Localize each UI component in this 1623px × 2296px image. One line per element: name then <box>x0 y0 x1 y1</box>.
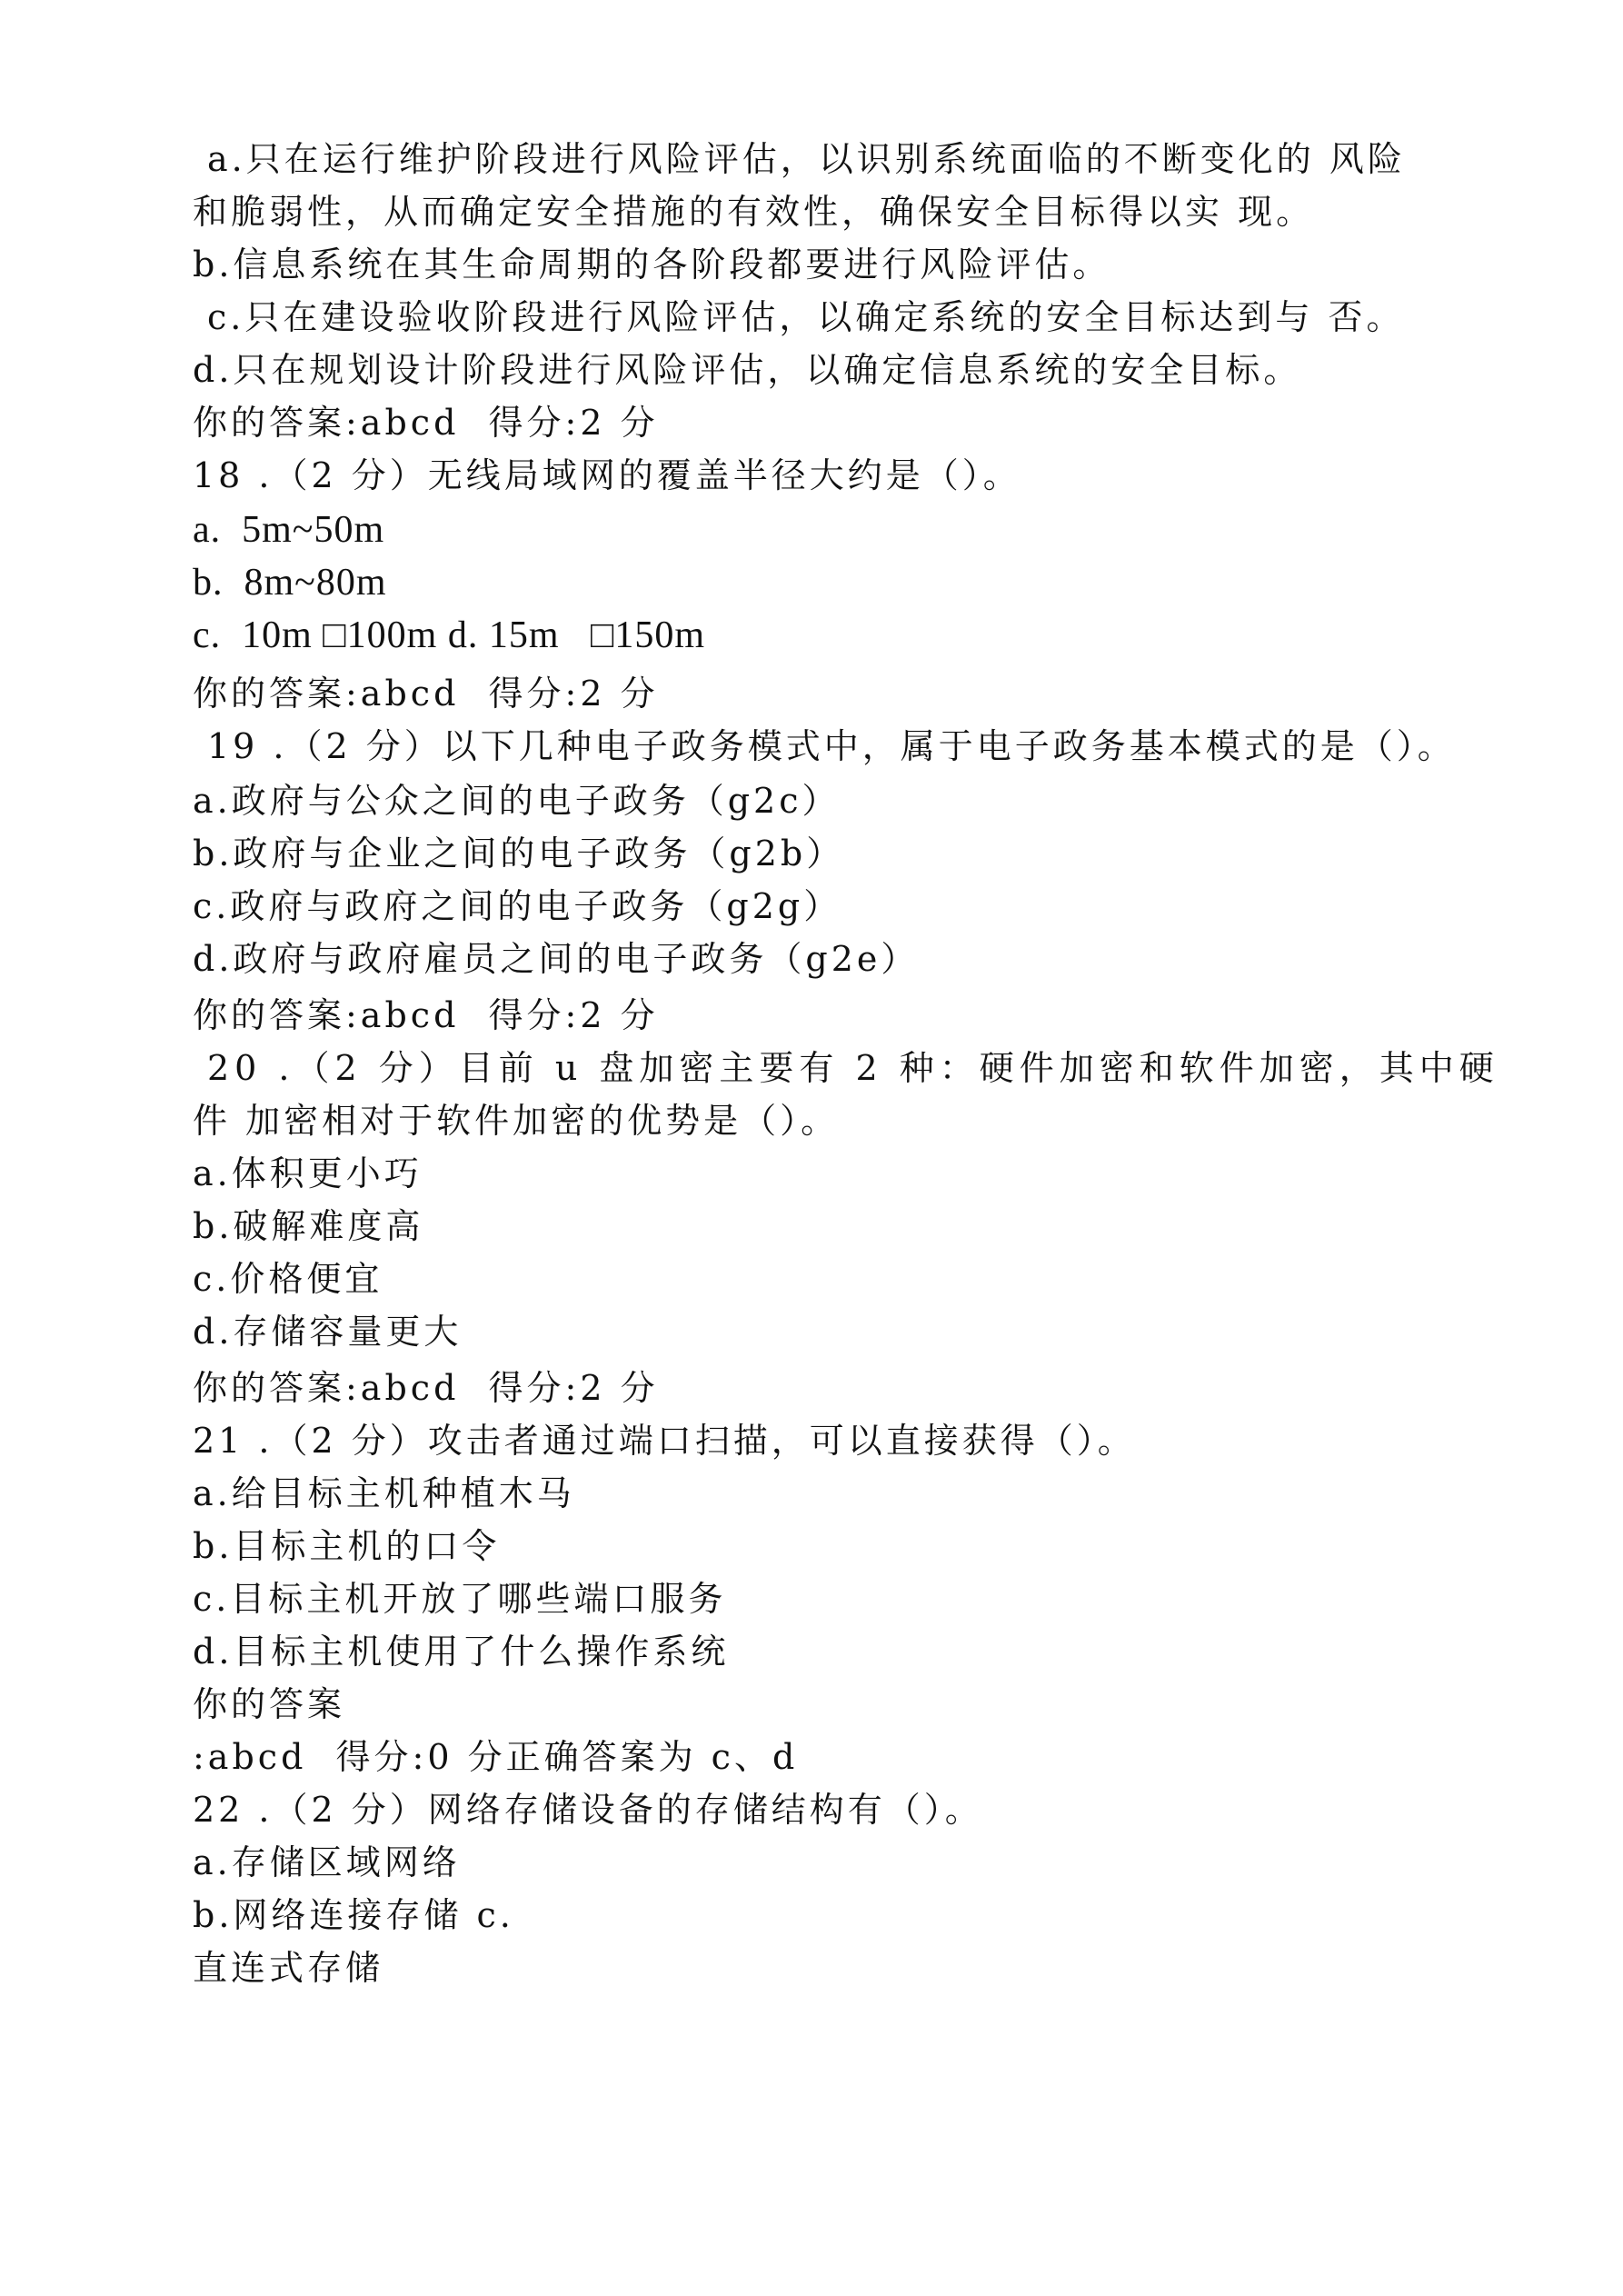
q21-answer-label: 你的答案 <box>193 1684 346 1724</box>
q19-option-b: b.政府与企业之间的电子政务（g2b） <box>193 834 845 873</box>
q21-option-b: b.目标主机的口令 <box>193 1526 501 1566</box>
q21-option-d: d.目标主机使用了什么操作系统 <box>193 1632 730 1672</box>
q17-answer-score: 你的答案:abcd 得分:2 分 <box>193 403 659 443</box>
q18-option-c-d: c. 10m □100m d. 15m □150m <box>193 614 706 656</box>
q20-answer-score: 你的答案:abcd 得分:2 分 <box>193 1368 659 1408</box>
q21-answer-score: :abcd 得分:0 分正确答案为 c、d <box>193 1737 799 1777</box>
q21-option-a: a.给目标主机种植木马 <box>193 1473 575 1513</box>
q21-question: 21 .（2 分）攻击者通过端口扫描，可以直接获得（）。 <box>193 1421 1136 1461</box>
q17-option-c: c.只在建设验收阶段进行风险评估，以确定系统的安全目标达到与 否。 <box>207 297 1405 337</box>
q19-option-c: c.政府与政府之间的电子政务（g2g） <box>193 886 842 926</box>
q19-option-a: a.政府与公众之间的电子政务（g2c） <box>193 781 841 821</box>
q20-option-a: a.体积更小巧 <box>193 1153 423 1193</box>
q22-question: 22 .（2 分）网络存储设备的存储结构有（）。 <box>193 1790 983 1830</box>
q22-option-b-c: b.网络连接存储 c. <box>193 1895 514 1935</box>
q17-option-a-line1: a.只在运行维护阶段进行风险评估，以识别系统面临的不断变化的 风险 <box>207 139 1406 179</box>
q17-option-b: b.信息系统在其生命周期的各阶段都要进行风险评估。 <box>193 245 1111 285</box>
q18-question: 18 .（2 分）无线局域网的覆盖半径大约是（）。 <box>193 455 1021 495</box>
q18-answer-score: 你的答案:abcd 得分:2 分 <box>193 674 659 714</box>
q20-option-c: c.价格便宜 <box>193 1259 383 1299</box>
q17-option-a-line2: 和脆弱性，从而确定安全措施的有效性，确保安全目标得以实 现。 <box>193 192 1315 232</box>
q18-option-b: b. 8m~80m <box>193 562 387 604</box>
q19-answer-score: 你的答案:abcd 得分:2 分 <box>193 995 659 1035</box>
q20-option-b: b.破解难度高 <box>193 1206 424 1246</box>
q18-option-a: a. 5m~50m <box>193 509 385 551</box>
q21-option-c: c.目标主机开放了哪些端口服务 <box>193 1579 727 1619</box>
q22-option-c-text: 直连式存储 <box>193 1948 384 1988</box>
q17-option-d: d.只在规划设计阶段进行风险评估，以确定信息系统的安全目标。 <box>193 350 1302 390</box>
q19-question: 19 .（2 分）以下几种电子政务模式中，属于电子政务基本模式的是（）。 <box>207 726 1456 766</box>
q19-option-d: d.政府与政府雇员之间的电子政务（g2e） <box>193 939 920 979</box>
q20-question-line2: 件 加密相对于软件加密的优势是（）。 <box>193 1101 840 1141</box>
q22-option-a: a.存储区域网络 <box>193 1842 461 1882</box>
q20-option-d: d.存储容量更大 <box>193 1312 463 1352</box>
q20-question-line1: 20 .（2 分）目前 u 盘加密主要有 2 种：硬件加密和软件加密，其中硬 <box>207 1048 1499 1088</box>
